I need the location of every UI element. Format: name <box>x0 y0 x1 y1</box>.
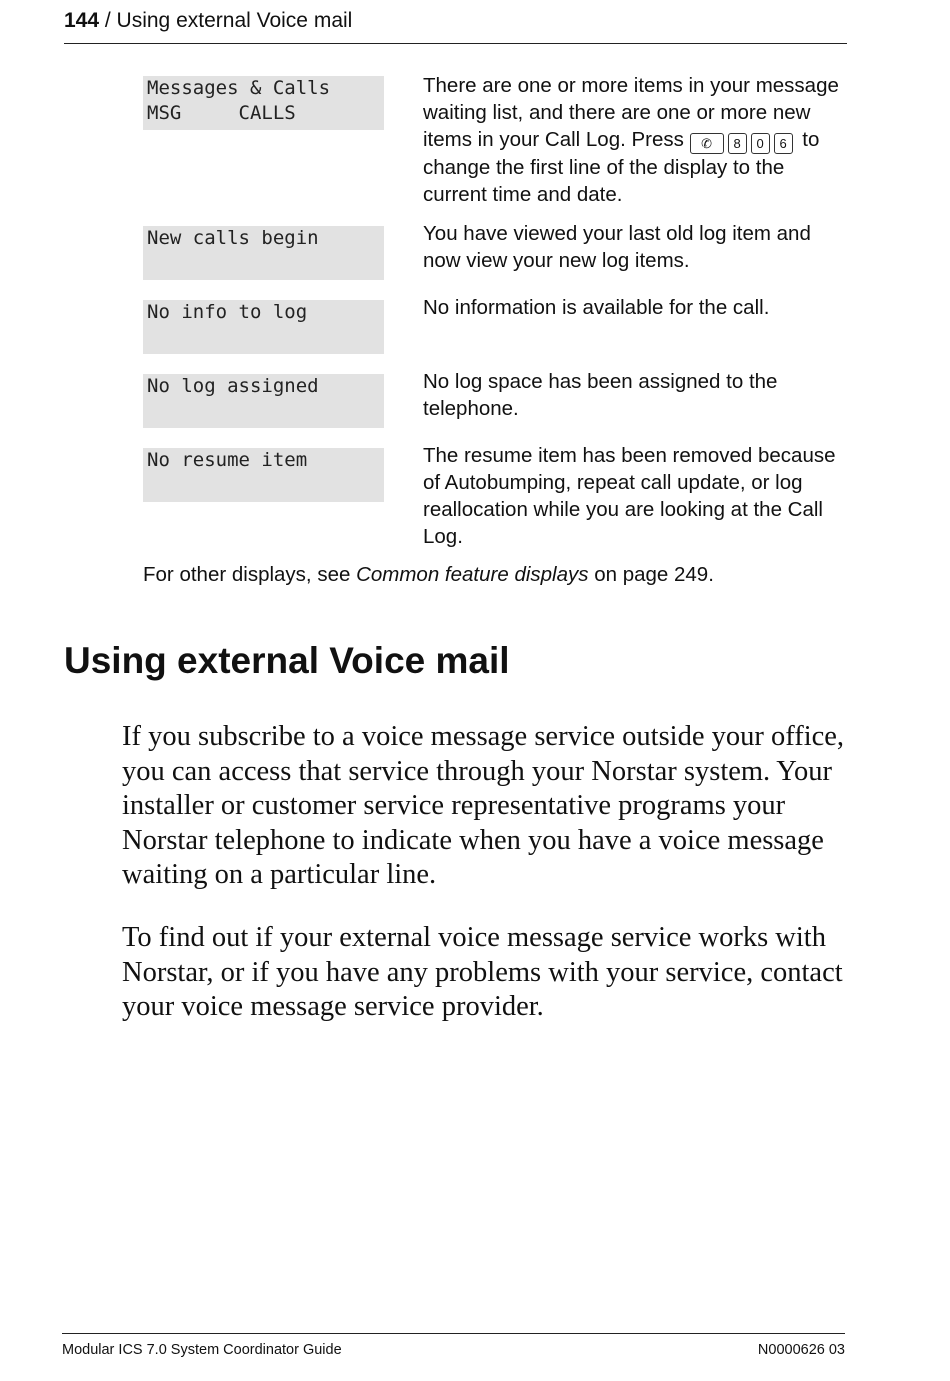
lcd-line: No resume item <box>147 449 308 471</box>
lcd-line: MSG CALLS <box>147 102 296 124</box>
lcd-line: New calls begin <box>147 227 319 249</box>
lcd-display <box>143 76 384 130</box>
display-description: You have viewed your last old log item and now view your new log items. <box>423 222 811 272</box>
lcd-display <box>143 300 384 354</box>
lcd-display <box>143 226 384 280</box>
key-8-icon: 8 <box>728 133 747 154</box>
header-title: / Using external Voice mail <box>99 9 353 32</box>
lcd-display <box>143 448 384 502</box>
see-also-note: For other displays, see Common feature displays on page 249. <box>143 563 714 586</box>
lcd-line: No info to log <box>147 301 308 323</box>
key-6-icon: 6 <box>774 133 793 154</box>
lcd-line: No log assigned <box>147 375 319 397</box>
display-description: No information is available for the call. <box>423 296 770 319</box>
body-paragraph: If you subscribe to a voice message service outside your office, you can access that service through your Norstar system. Your installer or customer service representative programs your Norstar telephone to indicate when you have a voice message waiting on a particular line. <box>122 721 845 890</box>
page-header <box>64 9 847 44</box>
display-description: No log space has been assigned to the telephone. <box>423 370 778 420</box>
body-paragraph: To find out if your external voice message service works with Norstar, or if you have any problems with your service, contact your voice message service provider. <box>122 922 843 1022</box>
lcd-display <box>143 374 384 428</box>
footer-guide-title: Modular ICS 7.0 System Coordinator Guide <box>62 1342 342 1358</box>
display-description: The resume item has been removed because of Autobumping, repeat call update, or log reallocation while you are looking at the Call Log. <box>423 444 836 548</box>
cross-reference-link[interactable]: Common feature displays <box>356 563 589 586</box>
footer-doc-number: N0000626 03 <box>757 1342 845 1358</box>
page-footer <box>62 1333 845 1358</box>
feature-key-icon: ✆ <box>690 133 724 154</box>
display-description: There are one or more items in your message waiting list, and there are one or more new items in your Call Log. Press ✆ 8 0 6 to change the first line of the display to the current time and date. <box>423 74 839 206</box>
section-heading: Using external Voice mail <box>64 640 510 681</box>
lcd-line: Messages & Calls <box>147 77 331 99</box>
page-number: 144 <box>64 9 100 32</box>
key-0-icon: 0 <box>751 133 770 154</box>
